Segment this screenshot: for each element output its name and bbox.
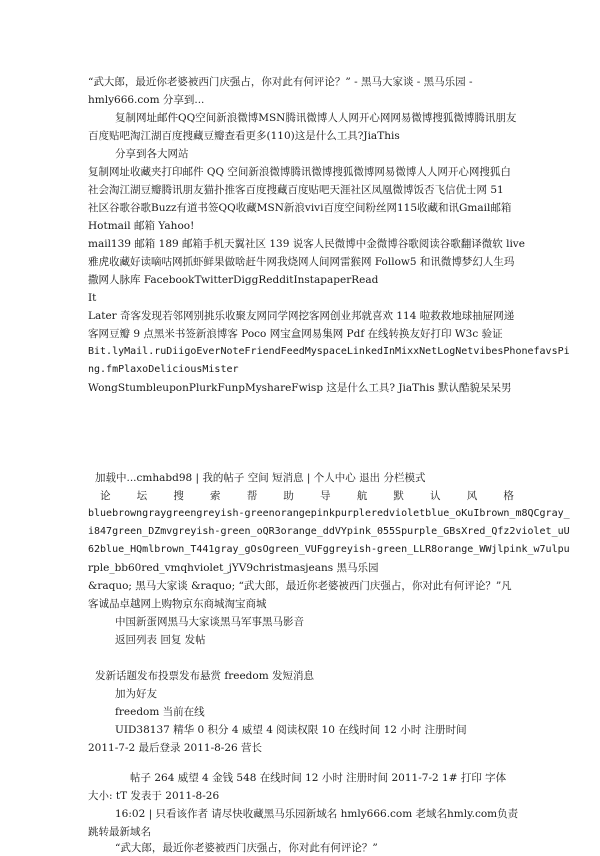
post-title: “武大郎，最近你老婆被西门庆强占，你对此有何评论？” <box>115 842 378 854</box>
color-options-line: 62blue_HQmlbrown_T441gray_gOsOgreen_VUFggreyish-green_LLR8orange_WWjlpink_w7ulpu <box>88 544 570 555</box>
forum-nav <box>100 488 514 504</box>
color-options-line: i847green_DZmvgreyish-green_oQR3orange_ddVYpink_055Spurple_GBsXred_Qfz2violet_uU <box>88 526 570 537</box>
share-list-line: ng.fmPlaxoDeliciousMister <box>88 364 239 375</box>
share-list-line: Bit.lyMail.ruDiigoEverNoteFriendFeedMyspaceLinkedInMixxNetLogNetvibesPhonefavsPi <box>88 346 570 357</box>
post-meta: 帖子 264 威望 4 金钱 548 在线时间 12 小时 注册时间 2011-7-2 1# 打印 字体 <box>130 772 507 784</box>
share-list-line: 雅虎收藏好读嘀咕网抓虾鲜果做啥赶牛网我烧网人间网雷猴网 Follow5 和讯微博梦幻人生玛 <box>88 256 515 268</box>
user-stats: 2011-7-2 最后登录 2011-8-26 营长 <box>88 742 263 754</box>
share-list-line: 复制网址收藏夹打印邮件 QQ 空间新浪微博腾讯微博搜狐微博网易微博人人网开心网搜狐白 <box>88 166 511 178</box>
shop-links[interactable]: 中国新蛋网黑马大家谈黑马军事黑马影音 <box>115 616 304 628</box>
nav-char[interactable]: 坛 <box>136 490 148 502</box>
shop-links[interactable]: 客诚品卓越网上购物京东商城淘宝商城 <box>88 598 267 610</box>
color-options-line: bluebrowngraygreengreyish-greenorangepinkpurpleredvioletblue_oKuIbrown_m8QCgray_ <box>88 508 570 519</box>
share-list-line: It <box>88 292 97 304</box>
nav-char[interactable]: 搜 <box>173 490 184 502</box>
nav-char[interactable]: 认 <box>430 490 441 502</box>
share-list-line: 撒网人脉库 FacebookTwitterDiggRedditInstapaperRead <box>88 274 379 286</box>
nav-char[interactable]: 索 <box>210 490 221 502</box>
nav-char[interactable]: 航 <box>356 490 368 502</box>
nav-char[interactable]: 导 <box>320 490 331 502</box>
share-section-title: 分享到各大网站 <box>115 148 189 160</box>
share-list-line: Hotmail 邮箱 Yahoo! <box>88 220 195 232</box>
share-list-line: WongStumbleuponPlurkFunpMyshareFwisp 这是什么工具? JiaThis 默认酷貌呆呆男 <box>88 382 512 394</box>
breadcrumb[interactable]: &raquo; 黑马大家谈 &raquo; “武大郎，最近你老婆被西门庆强占，你对此有何评论？”凡 <box>88 580 512 592</box>
nav-char[interactable]: 帮 <box>246 490 258 502</box>
nav-char[interactable]: 格 <box>503 490 514 502</box>
share-list-line: 客网豆瓣 9 点黑米书签新浪博客 Poco 网宝盒网易集网 Pdf 在线转换友好打印 W3c 验证 <box>88 328 503 340</box>
share-list-line: Later 奇客发现若邻网别挑乐收聚友网同学网挖客网创业邦就喜欢 114 啦救救地球抽屉网递 <box>88 310 515 322</box>
share-more-line[interactable]: 百度贴吧淘江湖百度搜藏豆瓣查看更多(110)这是什么工具?JiaThis <box>88 130 400 142</box>
color-options-line: rple_bb60red_vmqhviolet_jYV9christmasjeans 黑马乐园 <box>88 562 379 574</box>
nav-char[interactable]: 风 <box>466 490 478 502</box>
post-meta: 大小: tT 发表于 2011-8-26 <box>88 790 220 802</box>
title-line: “武大郎，最近你老婆被西门庆强占，你对此有何评论？” - 黑马大家谈 - 黑马乐园 - <box>88 76 473 88</box>
user-bar[interactable]: 加载中...cmhabd98 | 我的帖子 空间 短消息 | 个人中心 退出 分栏模式 <box>95 472 426 484</box>
post-meta: 跳转最新域名 <box>88 826 151 838</box>
share-services-line: 复制网址邮件QQ空间新浪微博MSN腾讯微博人人网开心网网易微博搜狐微博腾讯朋友 <box>115 112 517 124</box>
thread-actions[interactable]: 返回列表 回复 发帖 <box>115 634 206 646</box>
post-meta[interactable]: 16:02 | 只看该作者 请尽快收藏黑马乐园新域名 hmly666.com 老域名hmly.com负责 <box>115 808 519 820</box>
post-actions[interactable]: 发新话题发布投票发布悬赏 freedom 发短消息 <box>95 670 315 682</box>
nav-char[interactable]: 论 <box>100 490 111 502</box>
share-list-line: 社会淘江湖豆瓣腾讯朋友猫扑推客百度搜藏百度贴吧天涯社区凤凰微博饭否飞信优士网 51 <box>88 184 504 196</box>
add-friend-link[interactable]: 加为好友 <box>115 688 157 700</box>
share-to-link[interactable]: hmly666.com 分享到... <box>88 94 205 106</box>
nav-char[interactable]: 助 <box>283 490 294 502</box>
user-status: freedom 当前在线 <box>115 706 205 718</box>
user-stats: UID38137 精华 0 积分 4 威望 4 阅读权限 10 在线时间 12 小时 注册时间 <box>115 724 467 736</box>
nav-char[interactable]: 默 <box>393 490 404 502</box>
share-list-line: mail139 邮箱 189 邮箱手机天翼社区 139 说客人民微博中金微博谷歌阅读谷歌翻译微软 live <box>88 238 525 250</box>
share-list-line: 社区谷歌谷歌Buzz有道书签QQ收藏MSN新浪vivi百度空间粉丝网115收藏和讯Gmail邮箱 <box>88 202 512 214</box>
